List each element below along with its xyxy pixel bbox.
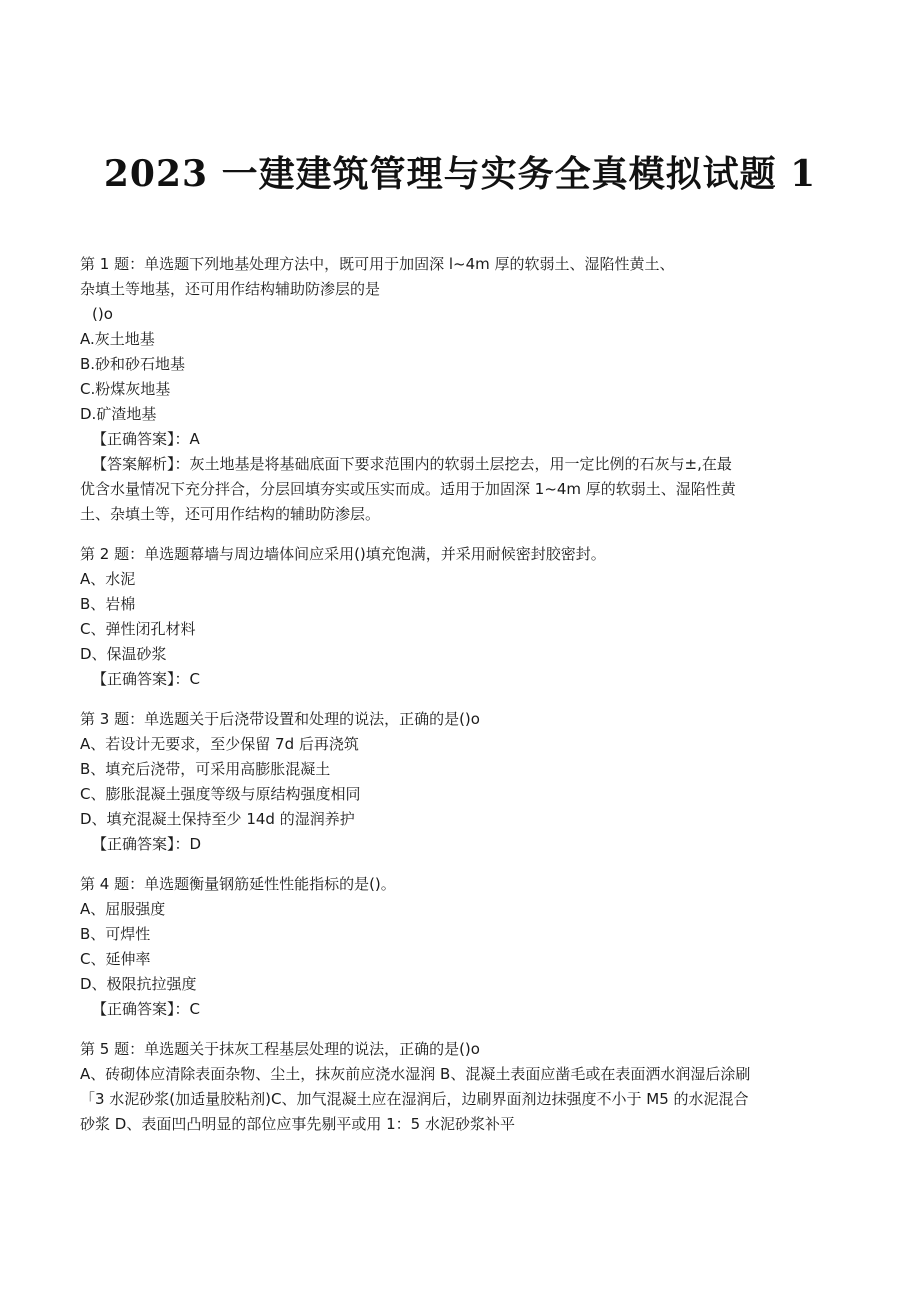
question-4 (80, 872, 840, 1022)
answer-analysis: 【答案解析】：灰土地基是将基础底面下要求范围内的软弱土层挖去，用一定比例的石灰与±,在最 (92, 455, 732, 473)
question-list (80, 252, 840, 1137)
option-b: B、岩棉 (80, 595, 136, 613)
question-3 (80, 707, 840, 857)
question-stem: 第 3 题：单选题关于后浇带设置和处理的说法，正确的是()o (80, 710, 480, 728)
correct-answer: 【正确答案】：D (92, 835, 202, 853)
question-stem: 第 4 题：单选题衡量钢筋延性性能指标的是()。 (80, 875, 396, 893)
question-stem: 第 5 题：单选题关于抹灰工程基层处理的说法，正确的是()o (80, 1040, 480, 1058)
answer-analysis: 土、杂填土等，还可用作结构的辅助防渗层。 (80, 505, 381, 523)
option-d: D、填充混凝土保持至少 14d 的湿润养护 (80, 810, 355, 828)
correct-answer: 【正确答案】：A (92, 430, 200, 448)
answer-analysis: 优含水量情况下充分拌合，分层回填夯实或压实而成。适用于加固深 1~4m 厚的软弱土、湿陷性黄 (80, 480, 736, 498)
option-d: D、保温砂浆 (80, 645, 167, 663)
option-d: D、极限抗拉强度 (80, 975, 197, 993)
question-stem: 杂填土等地基，还可用作结构辅助防渗层的是 (80, 280, 381, 298)
option-a: A、若设计无要求，至少保留 7d 后再浇筑 (80, 735, 359, 753)
question-stem: 第 2 题：单选题幕墙与周边墙体间应采用()填充饱满，并采用耐候密封胶密封。 (80, 545, 606, 563)
options-paragraph: 「3 水泥砂浆(加适量胶粘剂)C、加气混凝土应在湿润后，边刷界面剂边抹强度不小于 M5 的水泥混合 (80, 1090, 749, 1108)
option-b: B.砂和砂石地基 (80, 355, 186, 373)
question-1 (80, 252, 840, 527)
option-d: D.矿渣地基 (80, 405, 157, 423)
question-2 (80, 542, 840, 692)
option-a: A.灰土地基 (80, 330, 155, 348)
document-title: 2023 一建建筑管理与实务全真模拟试题 1 (103, 153, 817, 195)
option-a: A、水泥 (80, 570, 136, 588)
question-stem: 第 1 题：单选题下列地基处理方法中，既可用于加固深 l~4m 厚的软弱土、湿陷性黄土、 (80, 255, 675, 273)
option-c: C、延伸率 (80, 950, 151, 968)
correct-answer: 【正确答案】：C (92, 1000, 200, 1018)
option-b: B、填充后浇带，可采用高膨胀混凝土 (80, 760, 331, 778)
question-stem-tail: ()o (92, 305, 113, 323)
option-c: C、膨胀混凝土强度等级与原结构强度相同 (80, 785, 361, 803)
option-a: A、屈服强度 (80, 900, 166, 918)
option-b: B、可焊性 (80, 925, 151, 943)
option-c: C、弹性闭孔材料 (80, 620, 196, 638)
question-5 (80, 1037, 840, 1137)
option-c: C.粉煤灰地基 (80, 380, 171, 398)
options-paragraph: 砂浆 D、表面凹凸明显的部位应事先剔平或用 1：5 水泥砂浆补平 (80, 1115, 515, 1133)
options-paragraph: A、砖砌体应清除表面杂物、尘土，抹灰前应浇水湿润 B、混凝土表面应凿毛或在表面洒水润湿后涂刷 (80, 1065, 751, 1083)
correct-answer: 【正确答案】：C (92, 670, 200, 688)
